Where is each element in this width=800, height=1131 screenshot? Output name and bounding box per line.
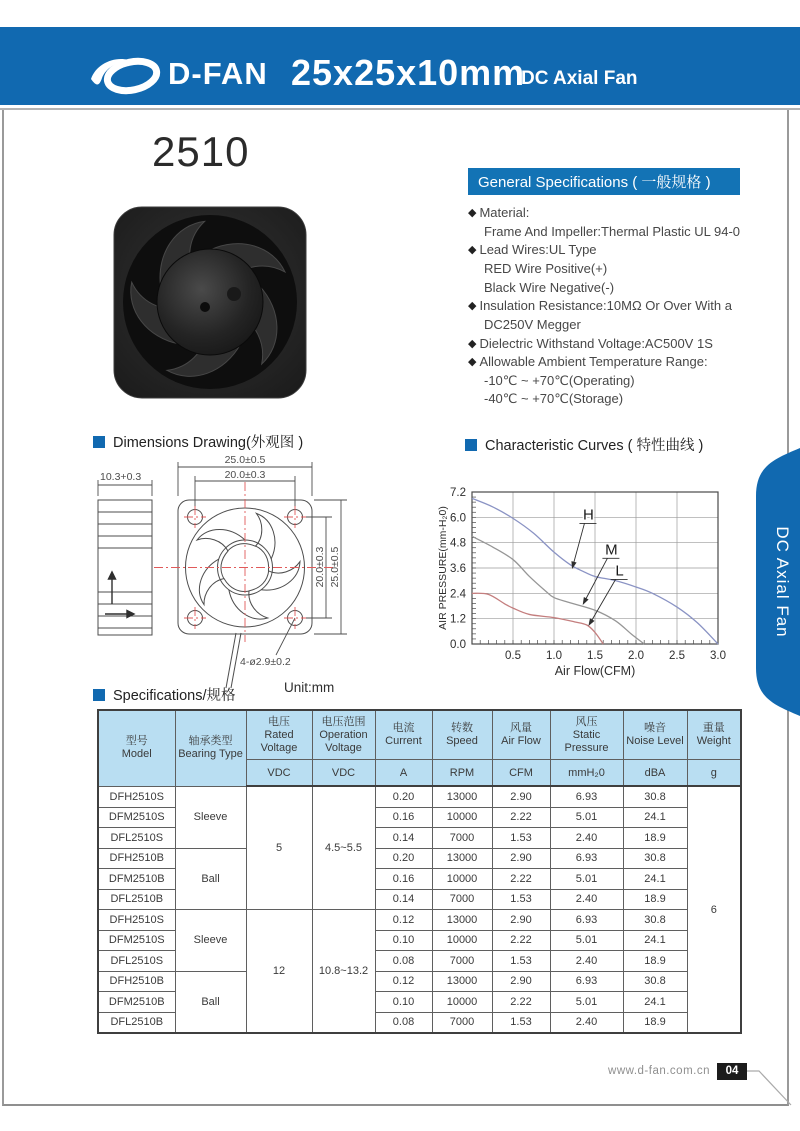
cell-current: 0.14 bbox=[375, 828, 432, 849]
specifications-heading-label: Specifications/规格 bbox=[113, 688, 236, 704]
general-specs-heading: General Specifications ( 一般规格 ) bbox=[478, 174, 711, 191]
spec-line bbox=[468, 353, 773, 372]
characteristic-curves-chart bbox=[436, 468, 776, 686]
table-unit-cell: dBA bbox=[623, 760, 687, 787]
curve-label-M: M bbox=[605, 541, 618, 559]
cell-noise: 30.8 bbox=[623, 971, 687, 992]
table-header-cell: 噪音 Noise Level bbox=[623, 710, 687, 760]
cell-speed: 7000 bbox=[432, 828, 492, 849]
general-specs-header bbox=[468, 168, 740, 195]
dim-frame-width: 25.0±0.5 bbox=[224, 454, 266, 466]
spec-line-text: Insulation Resistance:10MΩ Or Over With a bbox=[479, 298, 732, 314]
table-header-cell: 型号 Model bbox=[98, 710, 175, 786]
spec-line bbox=[468, 222, 773, 241]
lead-wire bbox=[226, 633, 236, 688]
cell-noise: 18.9 bbox=[623, 1012, 687, 1033]
cell-pressure: 6.93 bbox=[550, 910, 623, 931]
dim-frame-height: 25.0±0.5 bbox=[329, 546, 341, 588]
table-header-cell: 电流 Current bbox=[375, 710, 432, 760]
cell-model: DFM2510B bbox=[98, 869, 175, 890]
table-header-cell: 电压 Rated Voltage bbox=[246, 710, 312, 760]
table-header-cell: 转数 Speed bbox=[432, 710, 492, 760]
y-tick-label: 4.8 bbox=[450, 537, 466, 550]
spec-line bbox=[468, 371, 773, 390]
y-tick-label: 7.2 bbox=[450, 487, 466, 499]
cell-pressure: 6.93 bbox=[550, 971, 623, 992]
fan-hub bbox=[157, 249, 263, 355]
spec-line-text: Frame And Impeller:Thermal Plastic UL 94-0 bbox=[484, 223, 741, 239]
spec-line-text: Black Wire Negative(-) bbox=[484, 279, 615, 295]
cell-pressure: 5.01 bbox=[550, 807, 623, 828]
cell-model: DFH2510B bbox=[98, 848, 175, 869]
spec-line-text: DC250V Megger bbox=[484, 316, 581, 332]
section-square-icon bbox=[465, 439, 477, 451]
cell-airflow: 1.53 bbox=[492, 1012, 550, 1033]
page-subtitle: DC Axial Fan bbox=[521, 68, 638, 89]
cell-noise: 30.8 bbox=[623, 910, 687, 931]
cell-operation-voltage: 4.5~5.5 bbox=[312, 786, 375, 910]
table-unit-cell: mmH₂0 bbox=[550, 760, 623, 787]
spec-line bbox=[468, 278, 773, 297]
spec-line bbox=[468, 315, 773, 334]
cell-model: DFM2510S bbox=[98, 807, 175, 828]
y-tick-label: 3.6 bbox=[450, 563, 466, 575]
curve-m bbox=[472, 536, 644, 644]
table-unit-cell: VDC bbox=[246, 760, 312, 787]
cell-bearing: Sleeve bbox=[175, 786, 246, 848]
cell-current: 0.14 bbox=[375, 889, 432, 910]
table-header-cell: 电压范围 Operation Voltage bbox=[312, 710, 375, 760]
cell-airflow: 2.22 bbox=[492, 930, 550, 951]
cell-speed: 10000 bbox=[432, 992, 492, 1013]
cell-pressure: 2.40 bbox=[550, 889, 623, 910]
cell-pressure: 5.01 bbox=[550, 930, 623, 951]
table-unit-cell: A bbox=[375, 760, 432, 787]
table-header-cell: 轴承类型 Bearing Type bbox=[175, 710, 246, 786]
spec-line bbox=[468, 296, 773, 315]
dimensions-heading bbox=[93, 431, 303, 452]
curve-label-H: H bbox=[583, 506, 594, 524]
cell-airflow: 1.53 bbox=[492, 828, 550, 849]
cell-noise: 24.1 bbox=[623, 807, 687, 828]
cell-bearing: Ball bbox=[175, 848, 246, 910]
side-tab-label: DC Axial Fan bbox=[773, 526, 792, 638]
x-tick-label: 1.5 bbox=[587, 650, 603, 662]
website-link[interactable]: www.d-fan.com.cn bbox=[608, 1065, 710, 1077]
cell-airflow: 1.53 bbox=[492, 889, 550, 910]
curve-label-L: L bbox=[615, 562, 624, 580]
cell-speed: 7000 bbox=[432, 1012, 492, 1033]
cell-speed: 10000 bbox=[432, 930, 492, 951]
x-tick-label: 2.5 bbox=[669, 650, 685, 662]
cell-airflow: 2.90 bbox=[492, 910, 550, 931]
spec-line-text: Material: bbox=[479, 204, 530, 220]
table-row bbox=[98, 786, 741, 807]
section-square-icon bbox=[93, 689, 105, 701]
product-photo bbox=[105, 198, 315, 406]
brand-text: D-FAN bbox=[168, 56, 268, 91]
table-header-cell: 重量 Weight bbox=[687, 710, 741, 760]
diamond-bullet-icon: ◆ bbox=[468, 300, 477, 313]
cell-airflow: 2.22 bbox=[492, 807, 550, 828]
cell-rated-voltage: 12 bbox=[246, 910, 312, 1034]
cell-airflow: 2.22 bbox=[492, 869, 550, 890]
spec-line-text: -10℃ ~ +70℃(Operating) bbox=[484, 372, 635, 388]
model-number: 2510 bbox=[152, 128, 250, 175]
cell-noise: 30.8 bbox=[623, 786, 687, 807]
cell-weight: 6 bbox=[687, 786, 741, 1033]
cell-model: DFL2510B bbox=[98, 889, 175, 910]
cell-current: 0.16 bbox=[375, 869, 432, 890]
cell-current: 0.10 bbox=[375, 930, 432, 951]
cell-noise: 18.9 bbox=[623, 951, 687, 972]
cell-current: 0.20 bbox=[375, 786, 432, 807]
cell-pressure: 5.01 bbox=[550, 992, 623, 1013]
footer-corner-line bbox=[745, 1060, 795, 1110]
cell-model: DFH2510B bbox=[98, 971, 175, 992]
annotation-arrowhead bbox=[583, 597, 589, 605]
cell-noise: 18.9 bbox=[623, 889, 687, 910]
cell-speed: 10000 bbox=[432, 869, 492, 890]
cell-rated-voltage: 5 bbox=[246, 786, 312, 910]
cell-model: DFL2510B bbox=[98, 1012, 175, 1033]
x-tick-label: 1.0 bbox=[546, 650, 562, 662]
cell-model: DFH2510S bbox=[98, 910, 175, 931]
spec-line-text: RED Wire Positive(+) bbox=[484, 260, 608, 276]
cell-model: DFM2510B bbox=[98, 992, 175, 1013]
cell-airflow: 2.90 bbox=[492, 971, 550, 992]
unit-label: Unit:mm bbox=[284, 680, 335, 695]
cell-airflow: 1.53 bbox=[492, 951, 550, 972]
dim-side-thickness: 10.3+0.3 bbox=[100, 471, 142, 483]
cell-noise: 30.8 bbox=[623, 848, 687, 869]
cell-current: 0.08 bbox=[375, 951, 432, 972]
table-header-cell: 风量 Air Flow bbox=[492, 710, 550, 760]
specifications-table bbox=[97, 709, 742, 1034]
cell-speed: 13000 bbox=[432, 848, 492, 869]
cell-current: 0.12 bbox=[375, 910, 432, 931]
cell-model: DFM2510S bbox=[98, 930, 175, 951]
cell-model: DFL2510S bbox=[98, 828, 175, 849]
cell-current: 0.20 bbox=[375, 848, 432, 869]
curves-heading bbox=[465, 434, 703, 455]
dfan-logo-icon bbox=[88, 52, 164, 100]
cell-speed: 13000 bbox=[432, 971, 492, 992]
dim-hole-pitch-v: 20.0±0.3 bbox=[314, 546, 326, 588]
cell-model: DFH2510S bbox=[98, 786, 175, 807]
spec-line bbox=[468, 203, 773, 222]
cell-noise: 18.9 bbox=[623, 828, 687, 849]
cell-pressure: 5.01 bbox=[550, 869, 623, 890]
cell-noise: 24.1 bbox=[623, 930, 687, 951]
diamond-bullet-icon: ◆ bbox=[468, 356, 477, 369]
cell-bearing: Sleeve bbox=[175, 910, 246, 972]
y-axis-label: AIR PRESSURE(mm-H₂0) bbox=[437, 506, 449, 630]
cell-pressure: 2.40 bbox=[550, 951, 623, 972]
spec-line bbox=[468, 240, 773, 259]
table-unit-cell: VDC bbox=[312, 760, 375, 787]
cell-noise: 24.1 bbox=[623, 992, 687, 1013]
cell-speed: 13000 bbox=[432, 910, 492, 931]
table-row bbox=[98, 910, 741, 931]
cell-current: 0.12 bbox=[375, 971, 432, 992]
cell-model: DFL2510S bbox=[98, 951, 175, 972]
table-unit-cell: CFM bbox=[492, 760, 550, 787]
table-row bbox=[98, 971, 741, 992]
cell-airflow: 2.90 bbox=[492, 848, 550, 869]
spec-line bbox=[468, 334, 773, 353]
cell-speed: 7000 bbox=[432, 889, 492, 910]
x-axis-label: Air Flow(CFM) bbox=[554, 664, 636, 678]
y-tick-label: 6.0 bbox=[450, 512, 466, 525]
cell-current: 0.16 bbox=[375, 807, 432, 828]
table-row bbox=[98, 848, 741, 869]
side-view bbox=[98, 500, 152, 635]
y-tick-label: 0.0 bbox=[450, 639, 466, 651]
table-header-cell: 风压 Static Pressure bbox=[550, 710, 623, 760]
annotation-arrowhead bbox=[588, 618, 594, 626]
spec-line bbox=[468, 259, 773, 278]
side-tab bbox=[750, 446, 800, 718]
x-tick-label: 2.0 bbox=[628, 650, 644, 662]
x-tick-label: 3.0 bbox=[710, 650, 726, 662]
section-square-icon bbox=[93, 436, 105, 448]
spec-line bbox=[468, 390, 773, 409]
diamond-bullet-icon: ◆ bbox=[468, 244, 477, 257]
cell-operation-voltage: 10.8~13.2 bbox=[312, 910, 375, 1034]
general-specs-list bbox=[468, 203, 773, 409]
specifications-heading bbox=[93, 684, 236, 705]
page-number-badge: 04 bbox=[717, 1063, 747, 1080]
cell-noise: 24.1 bbox=[623, 869, 687, 890]
diamond-bullet-icon: ◆ bbox=[468, 206, 477, 219]
cell-speed: 13000 bbox=[432, 786, 492, 807]
cell-pressure: 2.40 bbox=[550, 828, 623, 849]
dim-hole-pitch-h: 20.0±0.3 bbox=[224, 469, 266, 481]
cell-current: 0.08 bbox=[375, 1012, 432, 1033]
spec-line-text: -40℃ ~ +70℃(Storage) bbox=[484, 391, 624, 407]
x-tick-label: 0.5 bbox=[505, 650, 521, 662]
spec-line-text: Dielectric Withstand Voltage:AC500V 1S bbox=[479, 335, 713, 351]
cell-pressure: 6.93 bbox=[550, 786, 623, 807]
table-unit-cell: g bbox=[687, 760, 741, 787]
y-tick-label: 1.2 bbox=[450, 613, 466, 626]
cell-speed: 10000 bbox=[432, 807, 492, 828]
y-tick-label: 2.4 bbox=[450, 588, 466, 601]
diamond-bullet-icon: ◆ bbox=[468, 337, 477, 350]
cell-current: 0.10 bbox=[375, 992, 432, 1013]
dim-mount-holes: 4-ø2.9±0.2 bbox=[240, 656, 291, 668]
cell-pressure: 2.40 bbox=[550, 1012, 623, 1033]
cell-airflow: 2.22 bbox=[492, 992, 550, 1013]
cell-pressure: 6.93 bbox=[550, 848, 623, 869]
dimensions-heading-label: Dimensions Drawing(外观图 ) bbox=[113, 435, 304, 451]
curves-heading-label: Characteristic Curves ( 特性曲线 ) bbox=[485, 438, 704, 454]
spec-line-text: Lead Wires:UL Type bbox=[479, 242, 597, 258]
cell-bearing: Ball bbox=[175, 971, 246, 1033]
dimensions-drawing bbox=[88, 452, 444, 698]
page-title: 25x25x10mm bbox=[291, 52, 526, 93]
airflow-arrows-icon bbox=[105, 572, 134, 618]
spec-line-text: Allowable Ambient Temperature Range: bbox=[479, 354, 708, 370]
cell-speed: 7000 bbox=[432, 951, 492, 972]
cell-airflow: 2.90 bbox=[492, 786, 550, 807]
table-unit-cell: RPM bbox=[432, 760, 492, 787]
